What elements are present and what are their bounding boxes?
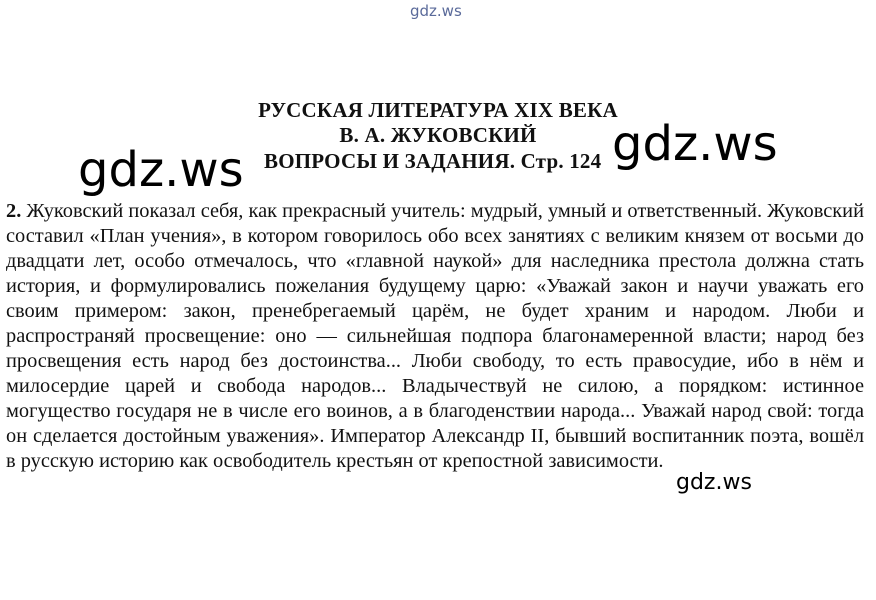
answer-paragraph [6,199,864,474]
heading-questions-page: ВОПРОСЫ И ЗАДАНИЯ. Стр. 124 [264,149,602,173]
watermark-top: gdz.ws [410,2,462,20]
heading-section-title: РУССКАЯ ЛИТЕРАТУРА XIX ВЕКА [258,98,618,122]
watermark-left: gdz.ws [78,142,244,198]
answer-text: Жуковский показал себя, как прекрасный учитель: мудрый, умный и ответственный. Жуковский составил «План учения», в котором говорилось обо всех занятиях с великим князем от восьми до двадцати лет, особо отмечалось, что «главной наукой» для наследника престола должна стать история, и формулировались пожелания будущему царю: «Уважай закон и научи уважать его своим примером: закон, пренебрегаемый царём, не будет храним и народом. Люби и распространяй просвещение: оно — сильнейшая подпора благонамеренной власти; народ без просвещения есть народ без достоинства... Люби свободу, то есть правосудие, ибо в нём и милосердие царей и свобода народов... Владычествуй не силою, а порядком: истинное могущество государя не в числе его воинов, а в благоденствии народа... Уважай народ свой: тогда он сделается достойным уважения». Император Александр II, бывший воспитанник поэта, вошёл в русскую историю как освободитель крестьян от крепостной зависимости. [6,200,864,472]
watermark-right: gdz.ws [612,116,778,172]
watermark-bottom: gdz.ws [676,470,752,495]
heading-author: В. А. ЖУКОВСКИЙ [339,123,537,147]
task-number: 2. [6,200,22,222]
